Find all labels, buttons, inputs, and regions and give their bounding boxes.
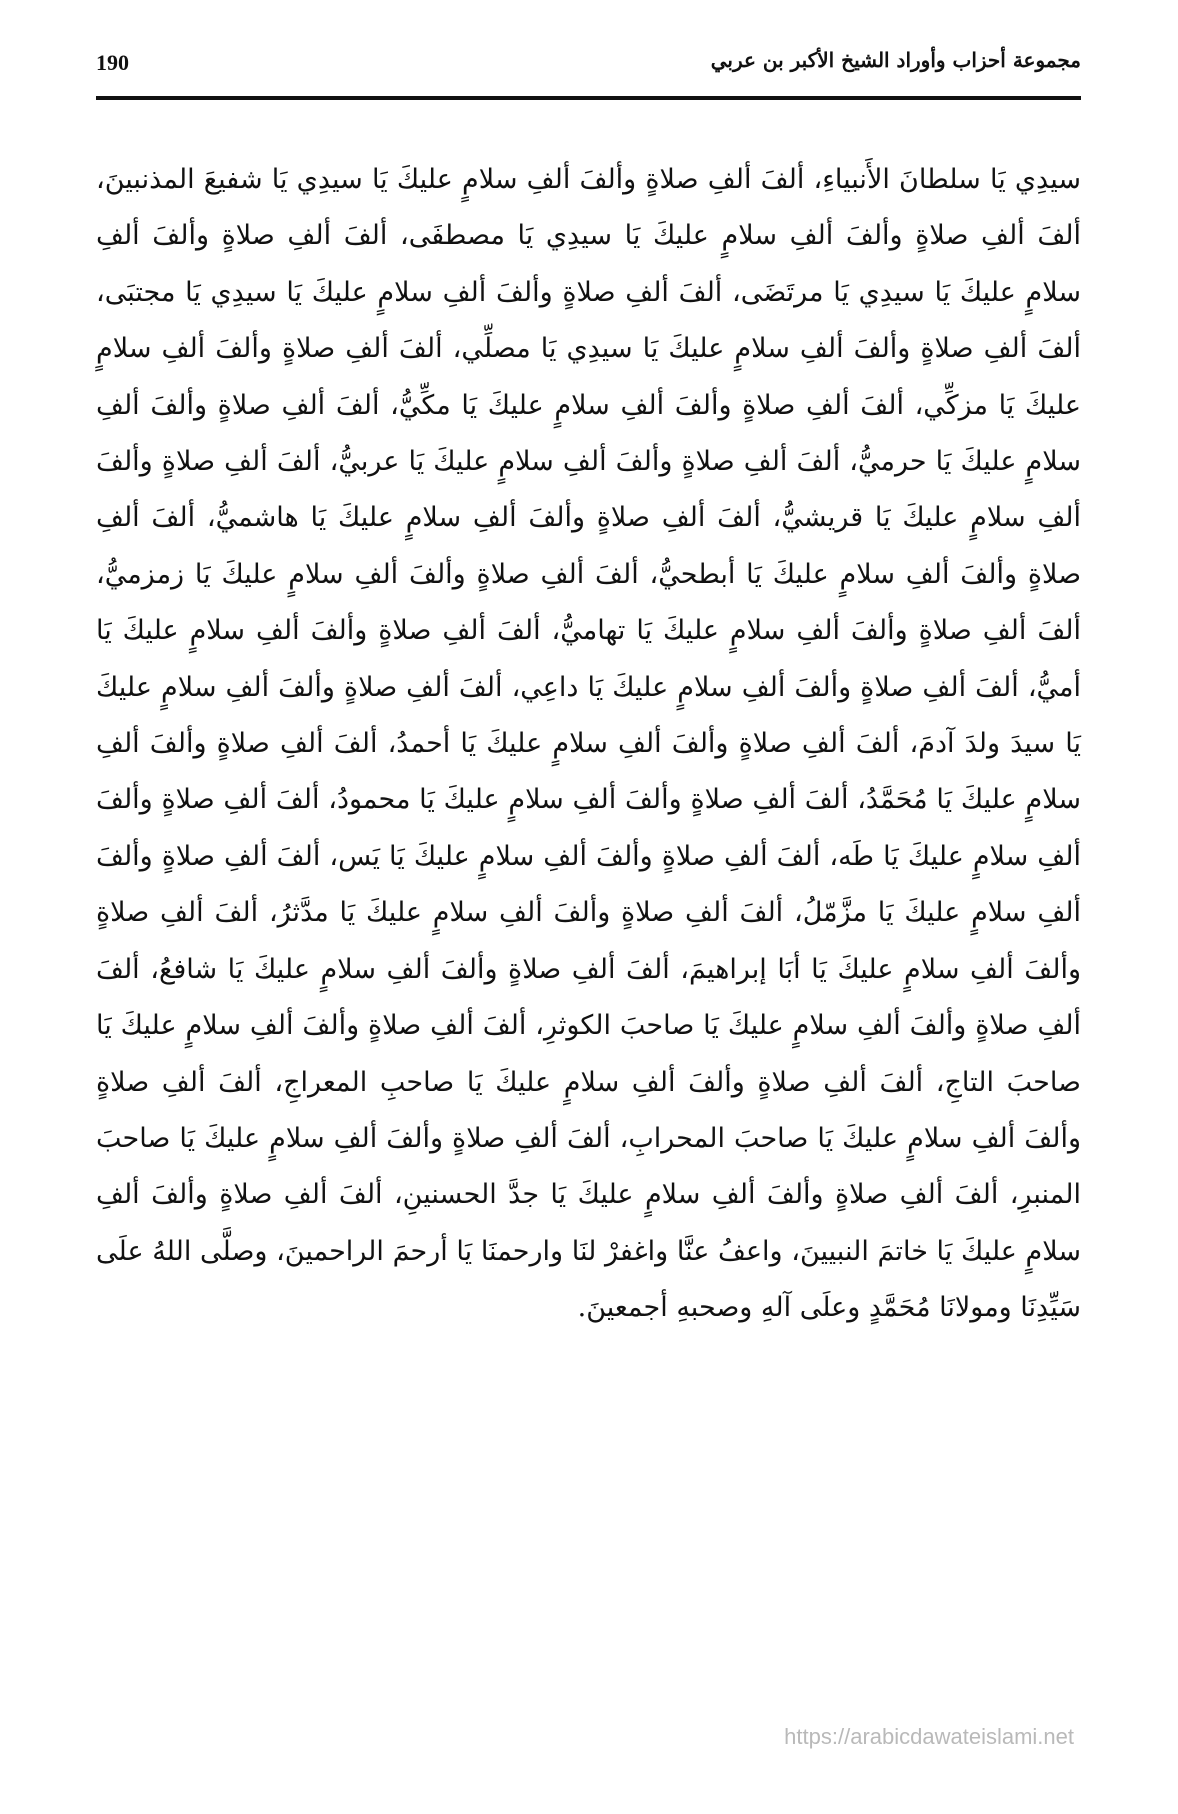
body-paragraph: سيدِي يَا سلطانَ الأَنبياءِ، ألفَ ألفِ صلاةٍ وألفَ ألفِ سلامٍ عليكَ يَا سيدِي يَا شفيعَ المذنبينَ، ألفَ ألفِ صلاةٍ وألفَ ألفِ سلامٍ عليكَ يَا سيدِي يَا مصطفَى، ألفَ ألفِ صلاةٍ وألفَ ألفِ سلامٍ عليكَ يَا سيدِي يَا مرتَضَى، ألفَ ألفِ صلاةٍ وألفَ ألفِ سلامٍ عليكَ يَا سيدِي يَا مجتبَى، ألفَ ألفِ صلاةٍ وألفَ ألفِ سلامٍ عليكَ يَا سيدِي يَا مصلِّي، ألفَ ألفِ صلاةٍ وألفَ ألفِ سلامٍ عليكَ يَا مزكِّي، ألفَ ألفِ صلاةٍ وألفَ ألفِ سلامٍ عليكَ يَا مكِّيُّ، ألفَ ألفِ صلاةٍ وألفَ ألفِ سلامٍ عليكَ يَا حرميُّ، ألفَ ألفِ صلاةٍ وألفَ ألفِ سلامٍ عليكَ يَا عربيُّ، ألفَ ألفِ صلاةٍ وألفَ ألفِ سلامٍ عليكَ يَا قريشيُّ، ألفَ ألفِ صلاةٍ وألفَ ألفِ سلامٍ عليكَ يَا هاشميُّ، ألفَ ألفِ صلاةٍ وألفَ ألفِ سلامٍ عليكَ يَا أبطحيُّ، ألفَ ألفِ صلاةٍ وألفَ ألفِ سلامٍ عليكَ يَا زمزميُّ، ألفَ ألفِ صلاةٍ وألفَ ألفِ سلامٍ عليكَ يَا تهاميُّ، ألفَ ألفِ صلاةٍ وألفَ ألفِ سلامٍ عليكَ يَا أميُّ، ألفَ ألفِ صلاةٍ وألفَ ألفِ سلامٍ عليكَ يَا داعِي، ألفَ ألفِ صلاةٍ وألفَ ألفِ سلامٍ عليكَ يَا سيدَ ولدَ آدمَ، ألفَ ألفِ صلاةٍ وألفَ ألفِ سلامٍ عليكَ يَا أحمدُ، ألفَ ألفِ صلاةٍ وألفَ ألفِ سلامٍ عليكَ يَا مُحَمَّدُ، ألفَ ألفِ صلاةٍ وألفَ ألفِ سلامٍ عليكَ يَا محمودُ، ألفَ ألفِ صلاةٍ وألفَ ألفِ سلامٍ عليكَ يَا طَه، ألفَ ألفِ صلاةٍ وألفَ ألفِ سلامٍ عليكَ يَا يَس، ألفَ ألفِ صلاةٍ وألفَ ألفِ سلامٍ عليكَ يَا مزَّمّلُ، ألفَ ألفِ صلاةٍ وألفَ ألفِ سلامٍ عليكَ يَا مدَّثرُ، ألفَ ألفِ صلاةٍ وألفَ ألفِ سلامٍ عليكَ يَا أبَا إبراهيمَ، ألفَ ألفِ صلاةٍ وألفَ ألفِ سلامٍ عليكَ يَا شافعُ، ألفَ ألفِ صلاةٍ وألفَ ألفِ سلامٍ عليكَ يَا صاحبَ الكوثرِ، ألفَ ألفِ صلاةٍ وألفَ ألفِ سلامٍ عليكَ يَا صاحبَ التاجِ، ألفَ ألفِ صلاةٍ وألفَ ألفِ سلامٍ عليكَ يَا صاحبِ المعراجِ، ألفَ ألفِ صلاةٍ وألفَ ألفِ سلامٍ عليكَ يَا صاحبَ المحرابِ، ألفَ ألفِ صلاةٍ وألفَ ألفِ سلامٍ عليكَ يَا صاحبَ المنبرِ، ألفَ ألفِ صلاةٍ وألفَ ألفِ سلامٍ عليكَ يَا جدَّ الحسنينِ، ألفَ ألفِ صلاةٍ وألفَ ألفِ سلامٍ عليكَ يَا خاتمَ النبيينَ، واعفُ عنَّا واغفرْ لنَا وارحمنَا يَا أرحمَ الراحمينَ، وصلَّى اللهُ علَى سَيِّدِنَا ومولانَا مُحَمَّدٍ وعلَى آلهِ وصحبهِ أجمعينَ. <box>96 164 1081 1324</box>
running-header <box>96 46 1081 86</box>
header-divider <box>96 96 1081 100</box>
page-number: 190 <box>96 50 129 75</box>
watermark-url: https://arabicdawateislami.net <box>784 1724 1074 1749</box>
book-title: مجموعة أحزاب وأوراد الشيخ الأكبر بن عربي <box>710 48 1081 72</box>
